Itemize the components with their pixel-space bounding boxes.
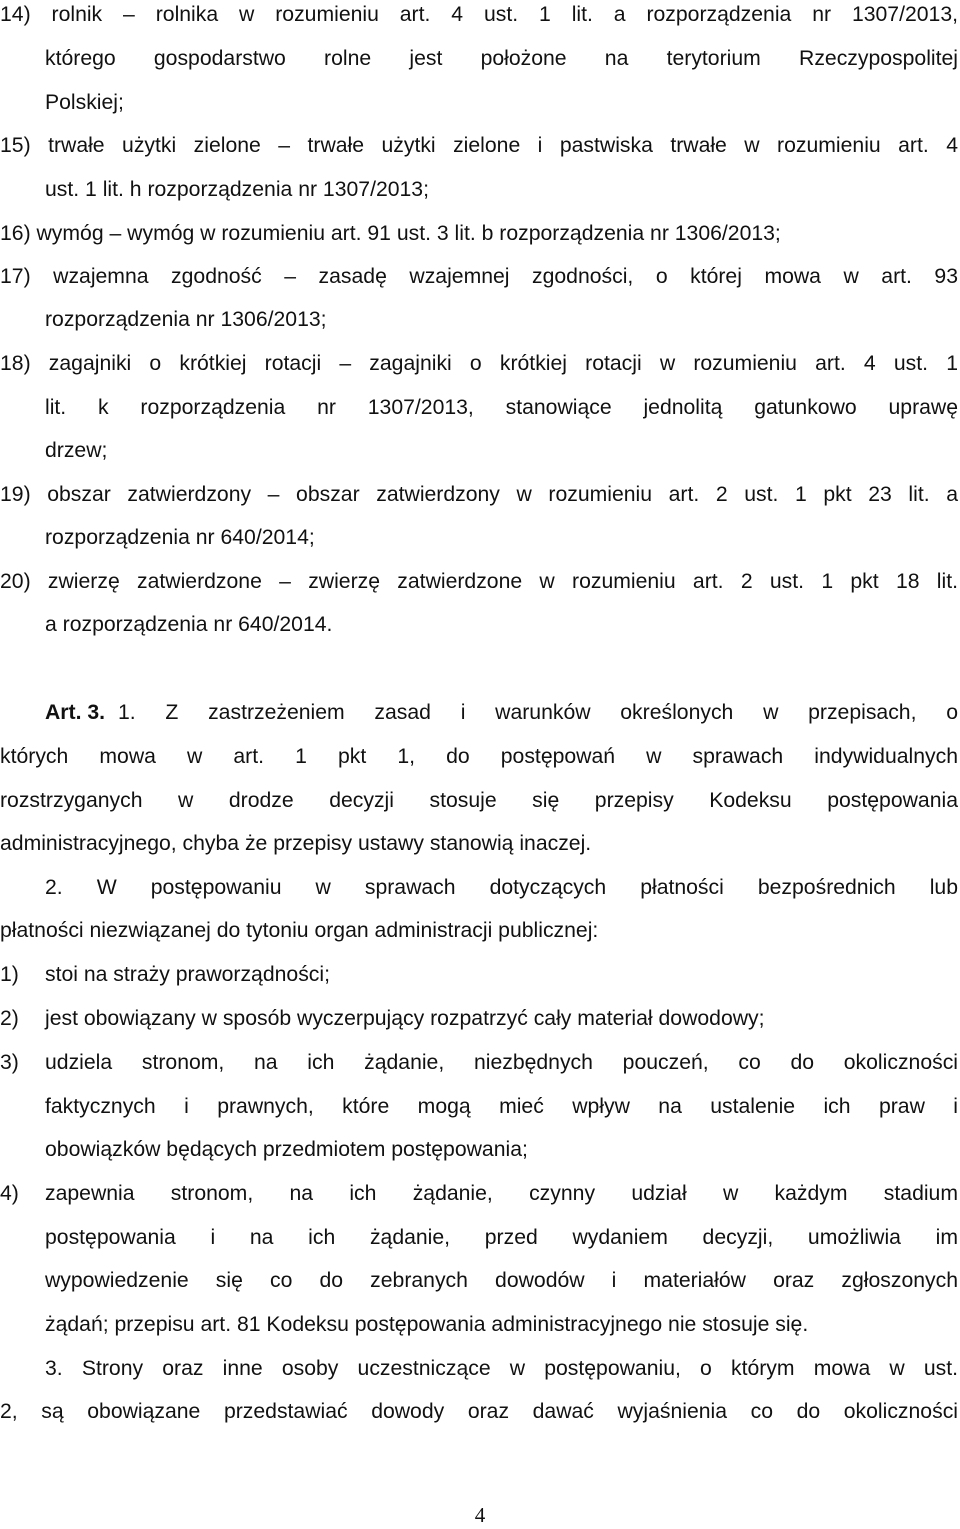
- point-4-line-3: wypowiedzenie się co do zebranych dowodów i materiałów oraz zgłoszonych: [45, 1269, 958, 1292]
- point-4-line-4: żądań; przepisu art. 81 Kodeksu postępowania administracyjnego nie stosuje się.: [45, 1313, 809, 1336]
- definition-14-line-2: którego gospodarstwo rolne jest położone na terytorium Rzeczypospolitej: [45, 47, 958, 70]
- definition-14-line-1: 14) rolnik – rolnika w rozumieniu art. 4 ust. 1 lit. a rozporządzenia nr 1307/2013,: [0, 3, 958, 26]
- definition-14-line-3: Polskiej;: [45, 91, 124, 114]
- point-2-number: 2): [0, 1007, 19, 1030]
- definition-19-line-1: 19) obszar zatwierdzony – obszar zatwierdzony w rozumieniu art. 2 ust. 1 pkt 23 lit. a: [0, 483, 958, 506]
- point-1-number: 1): [0, 963, 19, 986]
- point-3-number: 3): [0, 1051, 19, 1074]
- article-3-para-3-line-1: 3. Strony oraz inne osoby uczestniczące w postępowaniu, o którym mowa w ust.: [45, 1357, 958, 1380]
- point-3-line-1: udziela stronom, na ich żądanie, niezbędnych pouczeń, co do okoliczności: [45, 1051, 958, 1074]
- article-3-heading: Art. 3.: [45, 701, 106, 724]
- definition-15-line-2: ust. 1 lit. h rozporządzenia nr 1307/2013;: [45, 178, 429, 201]
- point-4-line-1: zapewnia stronom, na ich żądanie, czynny udział w każdym stadium: [45, 1182, 958, 1205]
- point-3-line-2: faktycznych i prawnych, które mogą mieć wpływ na ustalenie ich praw i: [45, 1095, 958, 1118]
- point-4-number: 4): [0, 1182, 19, 1205]
- definition-18-line-2: lit. k rozporządzenia nr 1307/2013, stanowiące jednolitą gatunkowo uprawę: [45, 396, 958, 419]
- article-3-para-2-line-1: 2. W postępowaniu w sprawach dotyczących płatności bezpośrednich lub: [45, 876, 958, 899]
- article-3-para-3-line-2: 2, są obowiązane przedstawiać dowody oraz dawać wyjaśnienia co do okoliczności: [0, 1400, 958, 1423]
- definition-17-line-1: 17) wzajemna zgodność – zasadę wzajemnej zgodności, o której mowa w art. 93: [0, 265, 958, 288]
- definition-15-line-1: 15) trwałe użytki zielone – trwałe użytki zielone i pastwiska trwałe w rozumieniu art. 4: [0, 134, 958, 157]
- article-3-para-1-line-3: rozstrzyganych w drodze decyzji stosuje się przepisy Kodeksu postępowania: [0, 789, 958, 812]
- point-2-line-1: jest obowiązany w sposób wyczerpujący rozpatrzyć cały materiał dowodowy;: [45, 1007, 765, 1030]
- page-number: 4: [474, 1503, 486, 1527]
- definition-18-line-1: 18) zagajniki o krótkiej rotacji – zagajniki o krótkiej rotacji w rozumieniu art. 4 ust. 1: [0, 352, 958, 375]
- article-3-para-1-line-1: 1. Z zastrzeżeniem zasad i warunków określonych w przepisach, o: [118, 701, 958, 724]
- definition-17-line-2: rozporządzenia nr 1306/2013;: [45, 308, 327, 331]
- point-1-line-1: stoi na straży praworządności;: [45, 963, 330, 986]
- article-3-para-1-line-4: administracyjnego, chyba że przepisy ustawy stanowią inaczej.: [0, 832, 592, 855]
- definition-16-line-1: 16) wymóg – wymóg w rozumieniu art. 91 ust. 3 lit. b rozporządzenia nr 1306/2013;: [0, 222, 781, 245]
- definition-18-line-3: drzew;: [45, 439, 108, 462]
- article-3-para-1-line-2: których mowa w art. 1 pkt 1, do postępowań w sprawach indywidualnych: [0, 745, 958, 768]
- definition-20-line-1: 20) zwierzę zatwierdzone – zwierzę zatwierdzone w rozumieniu art. 2 ust. 1 pkt 18 lit.: [0, 570, 958, 593]
- definition-19-line-2: rozporządzenia nr 640/2014;: [45, 526, 315, 549]
- definition-20-line-2: a rozporządzenia nr 640/2014.: [45, 613, 333, 636]
- point-4-line-2: postępowania i na ich żądanie, przed wydaniem decyzji, umożliwia im: [45, 1226, 958, 1249]
- point-3-line-3: obowiązków będących przedmiotem postępowania;: [45, 1138, 528, 1161]
- article-3-para-2-line-2: płatności niezwiązanej do tytoniu organ administracji publicznej:: [0, 919, 599, 942]
